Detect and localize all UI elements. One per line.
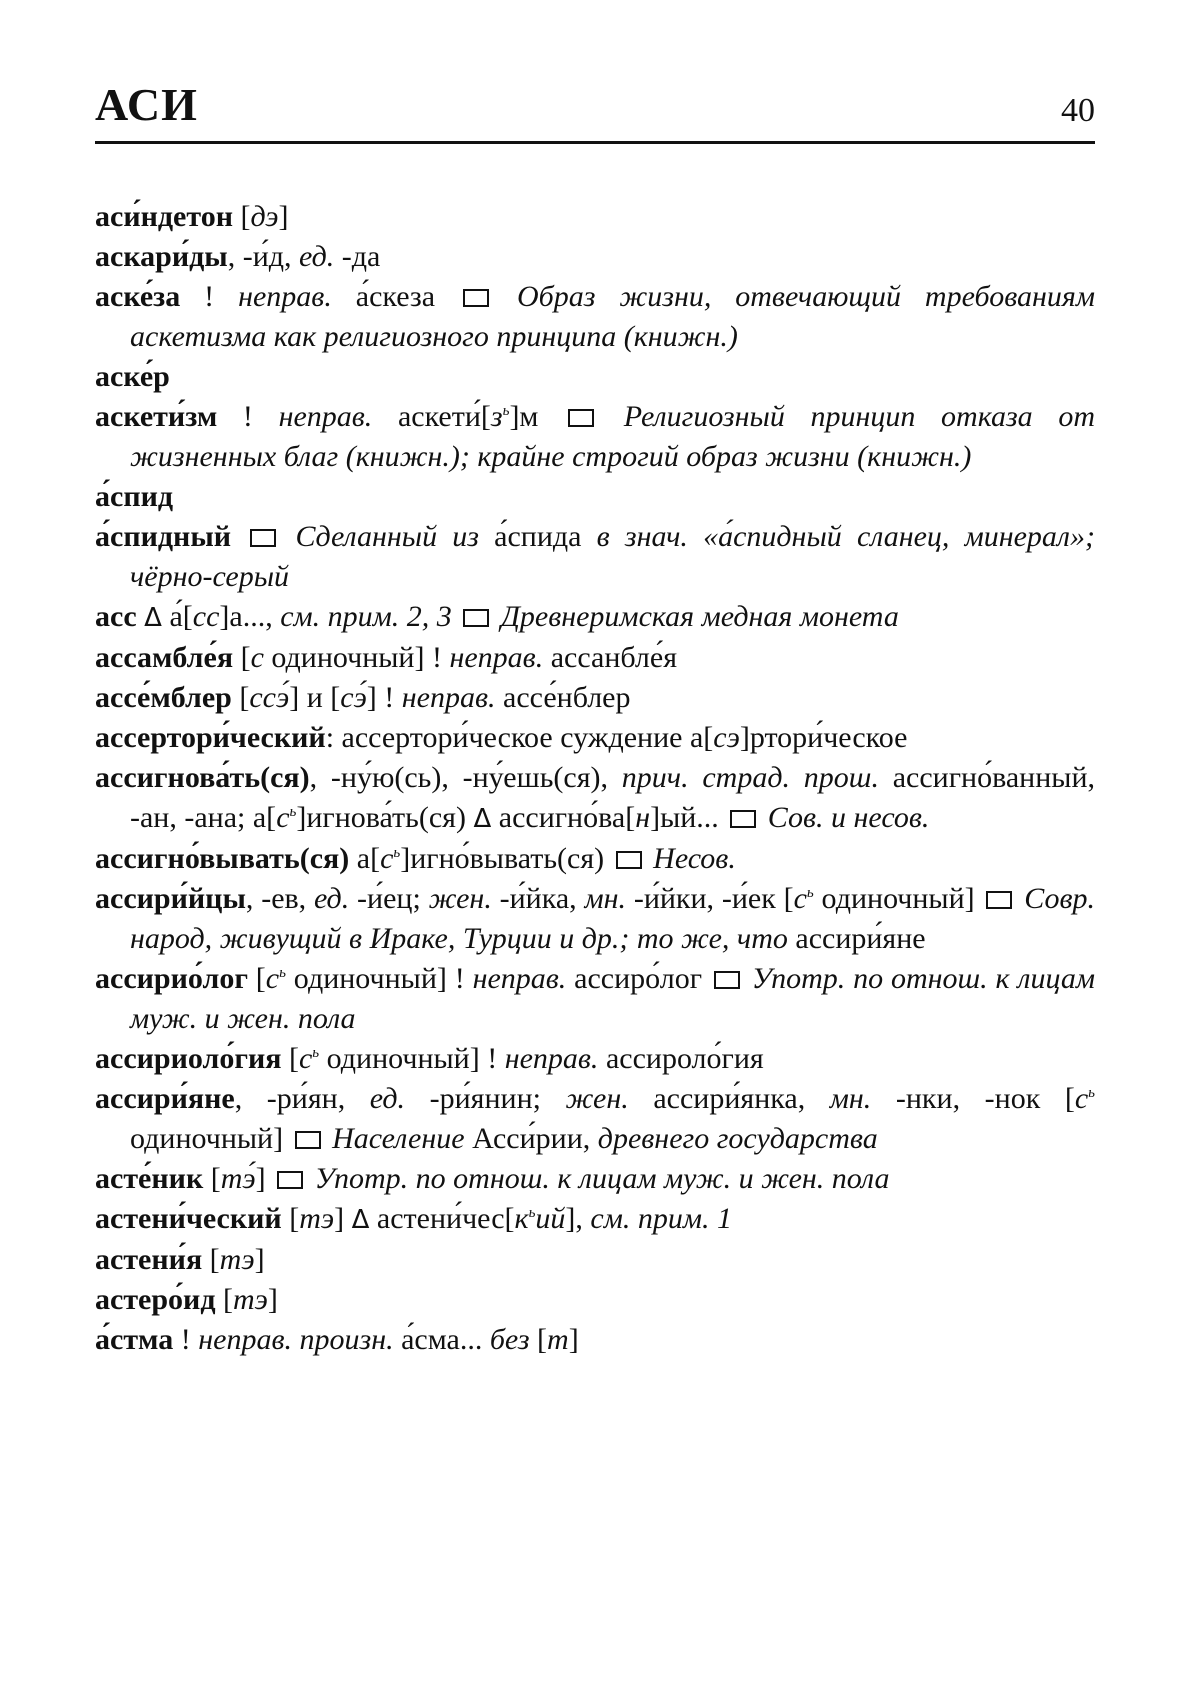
- definition-box-icon: [986, 891, 1012, 909]
- dictionary-entry: ассигнова́ть(ся), -ну́ю(сь), -ну́ешь(ся), прич. страд. прош. ассигно́ванный, -ан, -ана; $а[с^ь]игнова́ть(ся)$ Δ ассигно́ва[н]ый... Сов. и несов.: [95, 761, 1095, 834]
- dictionary-entry: ассирио́лог [$с^ь$ одиночный] ! неправ. ассиро́лог Употр. по отнош. к лицам муж. и жен. пола: [95, 962, 1095, 1035]
- headword: аскари́ды: [95, 240, 228, 273]
- dictionary-entry: астени́ческий [тэ] Δ $астени́чес[к^ьий]$, см. прим. 1: [95, 1202, 733, 1235]
- definition: Употр. по отнош. к лицам муж. и жен. пола: [314, 1162, 890, 1195]
- headword: ассири́йцы: [95, 882, 246, 915]
- dictionary-entry: ассигно́вывать(ся) $а[с^ь]игно́вывать(ся)$ Несов.: [95, 842, 736, 875]
- dictionary-entry: асс Δ а́[сс]а..., см. прим. 2, 3 Древнеримская медная монета: [95, 600, 899, 633]
- definition-box-icon: [295, 1131, 321, 1149]
- definition-box-icon: [250, 529, 276, 547]
- headword: а́спид: [95, 480, 174, 513]
- dictionary-entry: [95, 477, 1095, 517]
- headword: асте́ник: [95, 1162, 204, 1195]
- dictionary-entry: ассири́яне, -ри́ян, ед. -ри́янин; жен. ассири́янка, мн. -нки, -нок [$с^ь$ одиночный] Население Асси́рии, древнего государства: [95, 1082, 1095, 1155]
- dictionary-entry: астени́я [тэ]: [95, 1243, 265, 1276]
- dictionary-entry: аси́ндетон [дэ]: [95, 200, 289, 233]
- definition-box-icon: [714, 971, 740, 989]
- definition-box-icon: [463, 289, 489, 307]
- headword: ассигнова́ть(ся): [95, 761, 310, 794]
- headword: аске́за: [95, 280, 181, 313]
- headword: асс: [95, 600, 137, 633]
- headword: ассертори́ческий: [95, 721, 326, 754]
- headword: ассириоло́гия: [95, 1042, 282, 1075]
- headword: аске́р: [95, 360, 170, 393]
- dictionary-entry: аскети́зм ! неправ. $аскети́[з^ь]м$ Религиозный принцип отказа от жизненных благ (книжн.); крайне строгий образ жизни (книжн.): [95, 400, 1095, 473]
- definition: Совр. народ, живущий в Ираке, Турции и др.; то же, что: [130, 882, 1096, 955]
- headword: а́стма: [95, 1323, 174, 1356]
- dictionary-entry: астеро́ид [тэ]: [95, 1283, 278, 1316]
- dictionary-entry: ассири́йцы, -ев, ед. -и́ец; жен. -и́йка, мн. -и́йки, -и́ек [$с^ь$ одиночный] Совр. народ, живущий в Ираке, Турции и др.; то же, что ассири́яне: [95, 882, 1096, 955]
- page-number: 40: [1061, 92, 1095, 129]
- headword: астени́я: [95, 1243, 203, 1276]
- headword: ассири́яне: [95, 1082, 235, 1115]
- dictionary-entry: [95, 357, 1095, 397]
- dictionary-entry: аскари́ды, -и́д, ед. -да: [95, 240, 381, 273]
- dictionary-entry: аске́за ! неправ. а́скеза Образ жизни, отвечающий требованиям аскетизма как религиозного принципа (книжн.): [95, 280, 1095, 353]
- definition-box-icon: [277, 1171, 303, 1189]
- dictionary-entry: ассе́мблер [ссэ́] и [сэ́] ! неправ. ассе́нблер: [95, 681, 631, 714]
- definition-box-icon: [616, 851, 642, 869]
- definition-box-icon: [463, 609, 489, 627]
- headword: астени́ческий: [95, 1202, 282, 1235]
- headword: аси́ндетон: [95, 200, 234, 233]
- dictionary-entry: ассамбле́я [с одиночный] ! неправ. ассанбле́я: [95, 641, 677, 674]
- definition: Несов.: [653, 842, 736, 875]
- headword: астеро́ид: [95, 1283, 216, 1316]
- headword: а́спидный: [95, 520, 232, 553]
- dictionary-entries: [95, 197, 1095, 1360]
- definition-box-icon: [568, 409, 594, 427]
- guide-word: АСИ: [95, 79, 198, 130]
- definition-box-icon: [730, 810, 756, 828]
- triangle-icon: Δ: [473, 804, 492, 834]
- definition: Употр. по отнош. к лицам муж. и жен. пола: [130, 962, 1095, 1035]
- headword: ассе́мблер: [95, 681, 232, 714]
- definition: Образ жизни, отвечающий требованиям аскетизма как религиозного принципа (книжн.): [130, 280, 1095, 353]
- headword: ассигно́вывать(ся): [95, 842, 350, 875]
- dictionary-entry: а́спидный Сделанный из а́спида в знач. «а́спидный сланец, минерал»; чёрно-серый: [95, 520, 1096, 593]
- definition: Древнеримская медная монета: [500, 600, 899, 633]
- header-rule: [95, 141, 1095, 144]
- dictionary-entry: ассириоло́гия [$с^ь$ одиночный] ! неправ. ассироло́гия: [95, 1042, 764, 1075]
- headword: ассирио́лог: [95, 962, 248, 995]
- definition: Религиозный принцип отказа от жизненных благ (книжн.); крайне строгий образ жизни (книжн.): [130, 400, 1095, 473]
- triangle-icon: Δ: [351, 1205, 370, 1235]
- headword: ассамбле́я: [95, 641, 234, 674]
- triangle-icon: Δ: [144, 603, 162, 633]
- dictionary-entry: ассертори́ческий: ассертори́ческое суждение а[сэ]ртори́ческое: [95, 721, 908, 754]
- dictionary-entry: а́стма ! неправ. произн. а́сма... без [т]: [95, 1323, 579, 1356]
- page-header: [95, 79, 1095, 130]
- dictionary-entry: асте́ник [тэ́] Употр. по отнош. к лицам муж. и жен. пола: [95, 1162, 890, 1195]
- headword: аскети́зм: [95, 400, 218, 433]
- definition: Сов. и несов.: [767, 801, 930, 834]
